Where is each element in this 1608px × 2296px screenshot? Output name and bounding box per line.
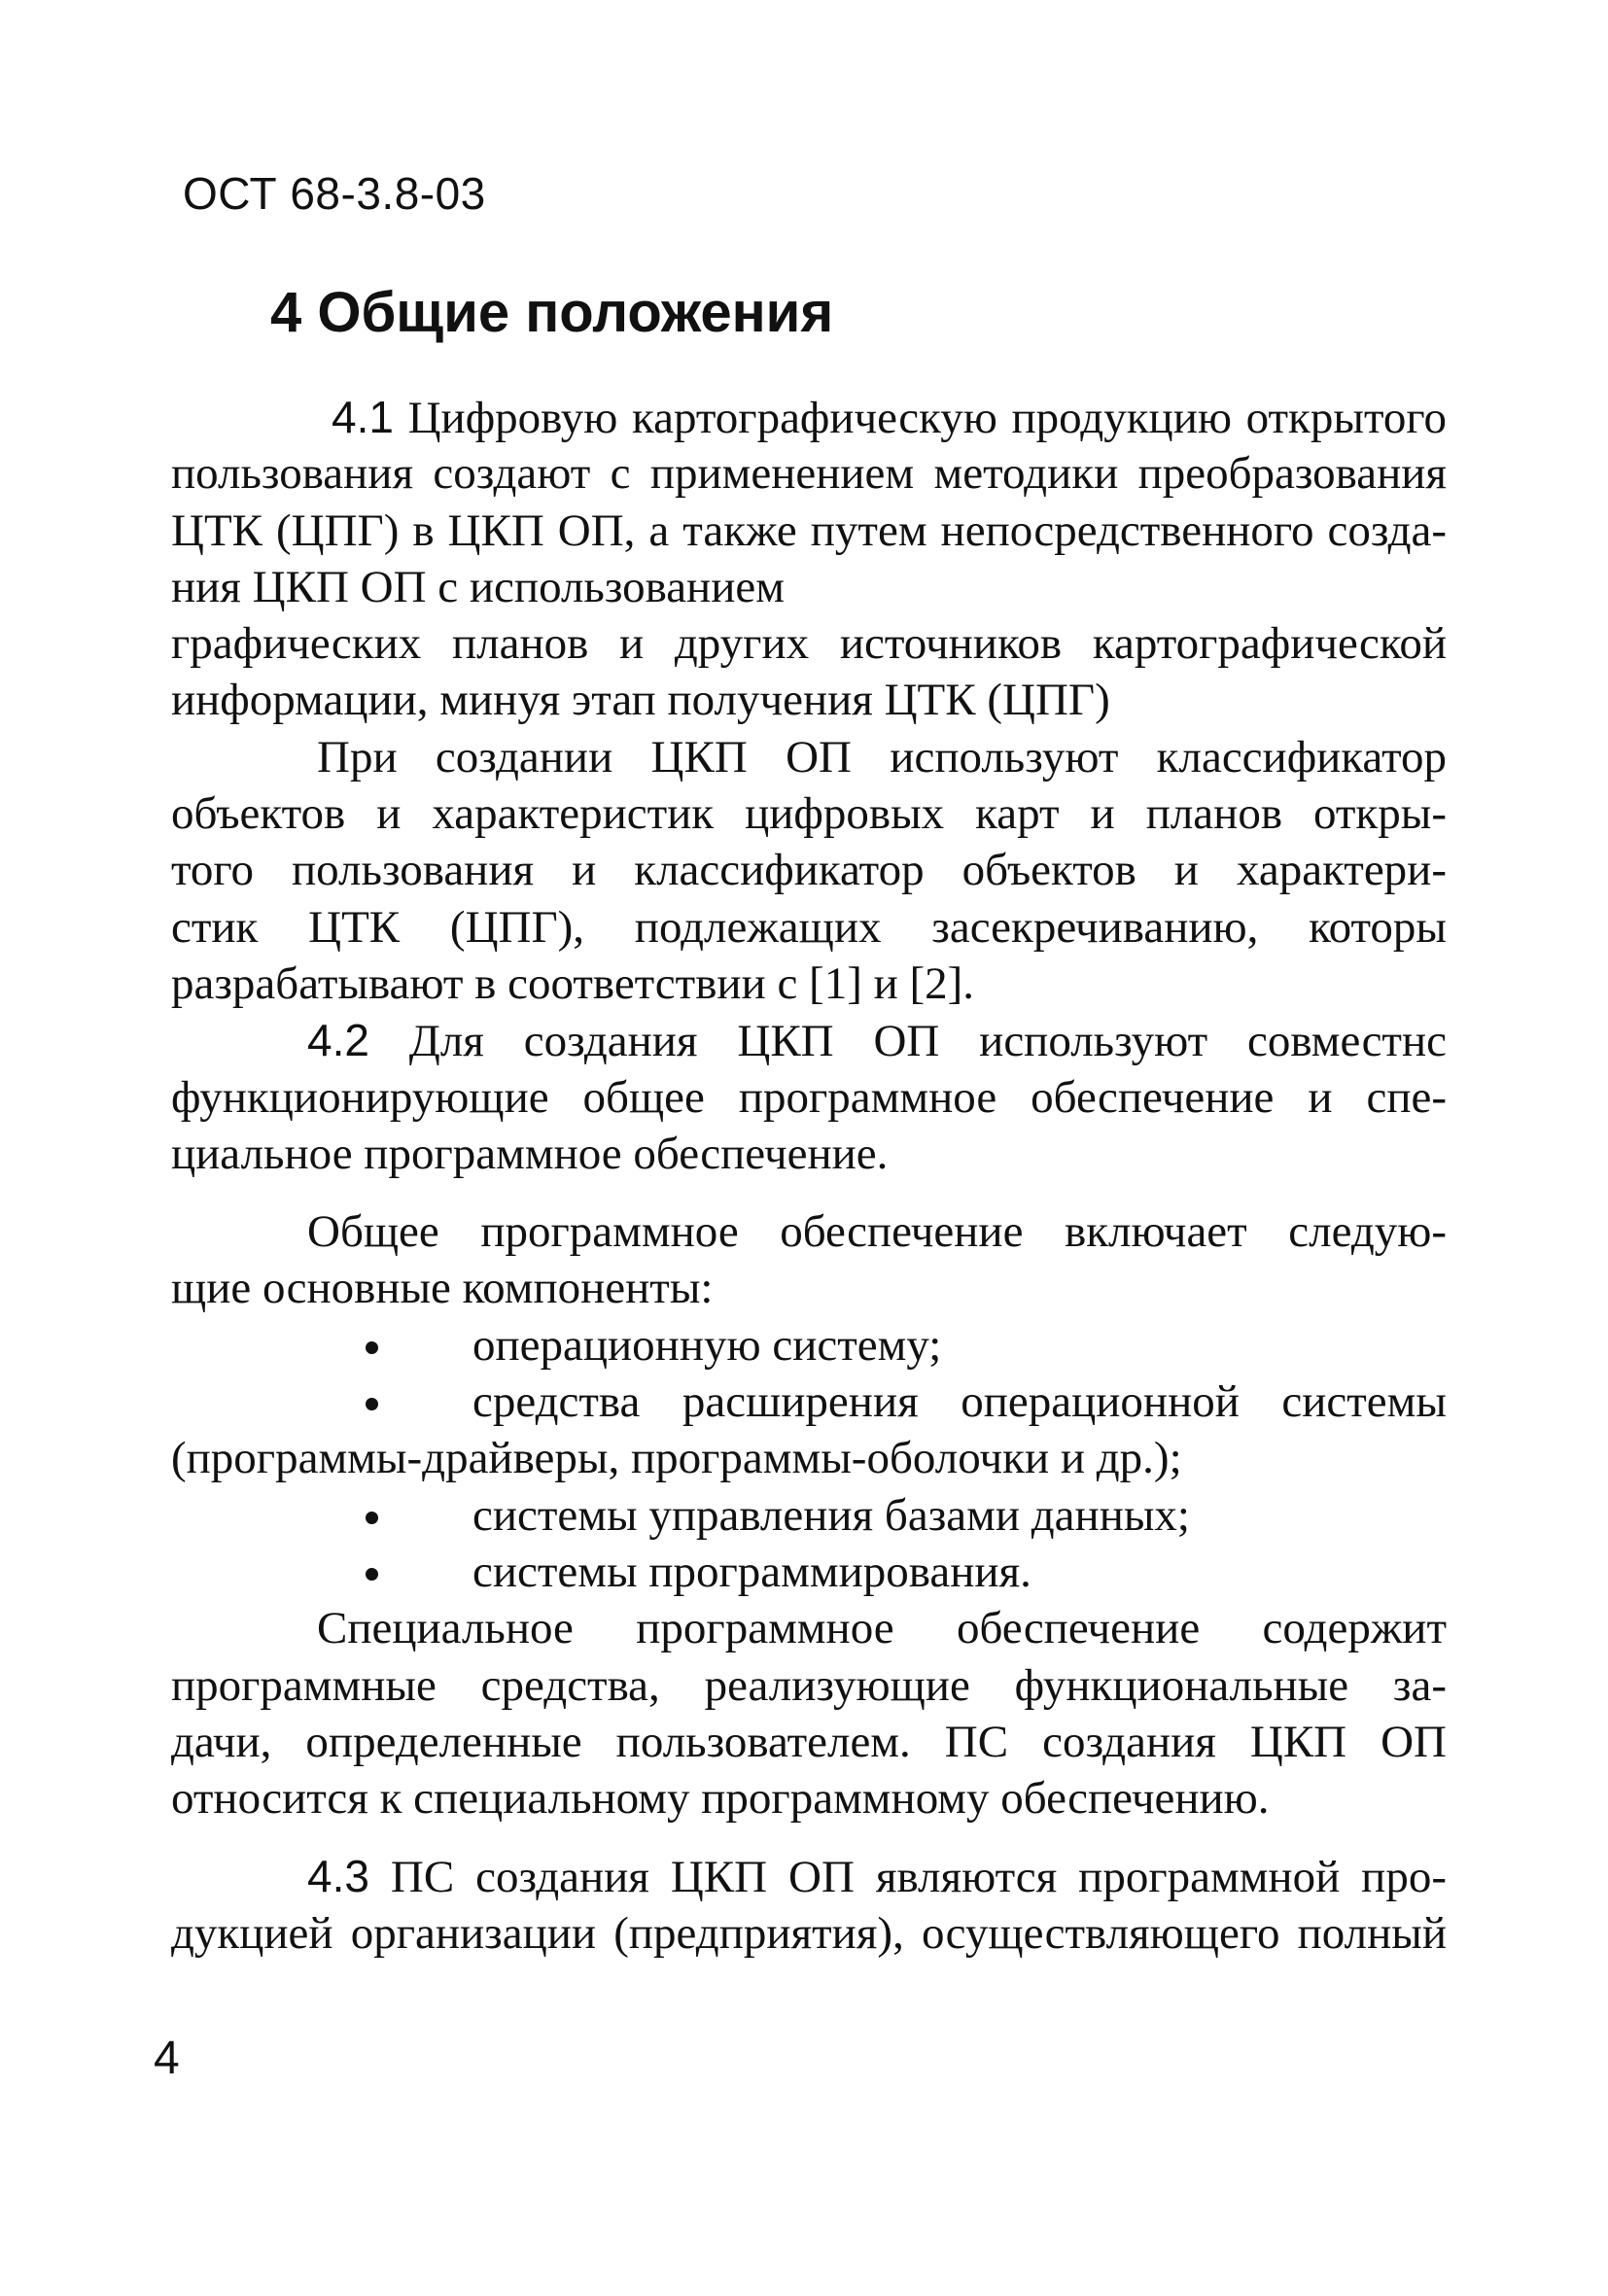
paragraph-classifier-line-3: того пользования и классификатор объектов и характери- [171, 845, 1447, 896]
body-text [171, 389, 1447, 1962]
list-item-text: системы программирования. [472, 1546, 1031, 1597]
paragraph-4-2-line-1: 4.2 Для создания ЦКП ОП используют совместнс [307, 1015, 1447, 1067]
list-item-text: системы управления базами данных; [472, 1489, 1190, 1541]
paragraph-special-software-line-1: Специальное программное обеспечение содержит [317, 1603, 1447, 1654]
clause-number-4-3: 4.3 [307, 1851, 369, 1902]
list-item-text: операционную систему; [472, 1319, 942, 1371]
list-item-continuation: (программы-драйверы, программы-оболочки и др.); [171, 1433, 1182, 1484]
paragraph-special-software-line-4: относится к специальному программному обеспечению. [171, 1773, 1270, 1825]
list-item [171, 1487, 1447, 1544]
bullet-icon [366, 1568, 378, 1581]
section-title: 4 Общие положения [270, 281, 834, 344]
paragraph-4-1-line-2: пользования создают с применением методики преобразования [171, 448, 1447, 500]
paragraph-4-1-line-5: графических планов и других источников картографической [171, 618, 1447, 670]
list-item [171, 1374, 1447, 1430]
paragraph-classifier-line-4: стик ЦТК (ЦПГ), подлежащих засекречиванию, которы [171, 901, 1447, 953]
paragraph-4-1-line-4: ния ЦКП ОП с использованием [171, 561, 785, 612]
clause-number-4-2: 4.2 [307, 1015, 369, 1066]
clause-number-4-1: 4.1 [332, 392, 394, 442]
bullet-icon [366, 1512, 378, 1524]
paragraph-4-1-line-3: ЦТК (ЦПГ) в ЦКП ОП, а также путем непосредственного созда- [171, 504, 1447, 556]
paragraph-4-1-line-1: 4.1 Цифровую картографическую продукцию открытого [332, 392, 1447, 443]
paragraph-4-2-line-2: функционирующие общее программное обеспечение и спе- [171, 1071, 1447, 1123]
page-number: 4 [154, 2033, 180, 2084]
list-item [171, 1317, 1447, 1374]
bullet-icon [366, 1341, 378, 1354]
bullet-icon [366, 1398, 378, 1410]
paragraph-4-1-line-6: информации, минуя этап получения ЦТК (ЦПГ) [171, 675, 1110, 726]
paragraph-classifier-line-1: При создании ЦКП ОП используют классификатор [317, 731, 1447, 783]
paragraph-4-3-line-2: дукцией организации (предприятия), осуществляющего полный [171, 1907, 1447, 1959]
document-code: ОСТ 68-3.8-03 [183, 168, 486, 219]
paragraph-classifier-line-2: объектов и характеристик цифровых карт и планов откры- [171, 788, 1447, 840]
list-item-text: средства расширения операционной системы [472, 1376, 1447, 1428]
paragraph-general-software-line-1: Общее программное обеспечение включает следую- [307, 1206, 1447, 1258]
paragraph-special-software-line-2: программные средства, реализующие функциональные за- [171, 1659, 1447, 1711]
paragraph-general-software-line-2: щие основные компоненты: [171, 1263, 714, 1314]
paragraph-4-3-line-1: 4.3 ПС создания ЦКП ОП являются программной про- [307, 1851, 1447, 1903]
paragraph-4-2-line-3: циальное программное обеспечение. [171, 1128, 889, 1179]
paragraph-classifier-line-5: разрабатывают в соответствии с [1] и [2]. [171, 957, 975, 1009]
list-item [171, 1544, 1447, 1600]
paragraph-special-software-line-3: дачи, определенные пользователем. ПС создания ЦКП ОП [171, 1716, 1447, 1767]
